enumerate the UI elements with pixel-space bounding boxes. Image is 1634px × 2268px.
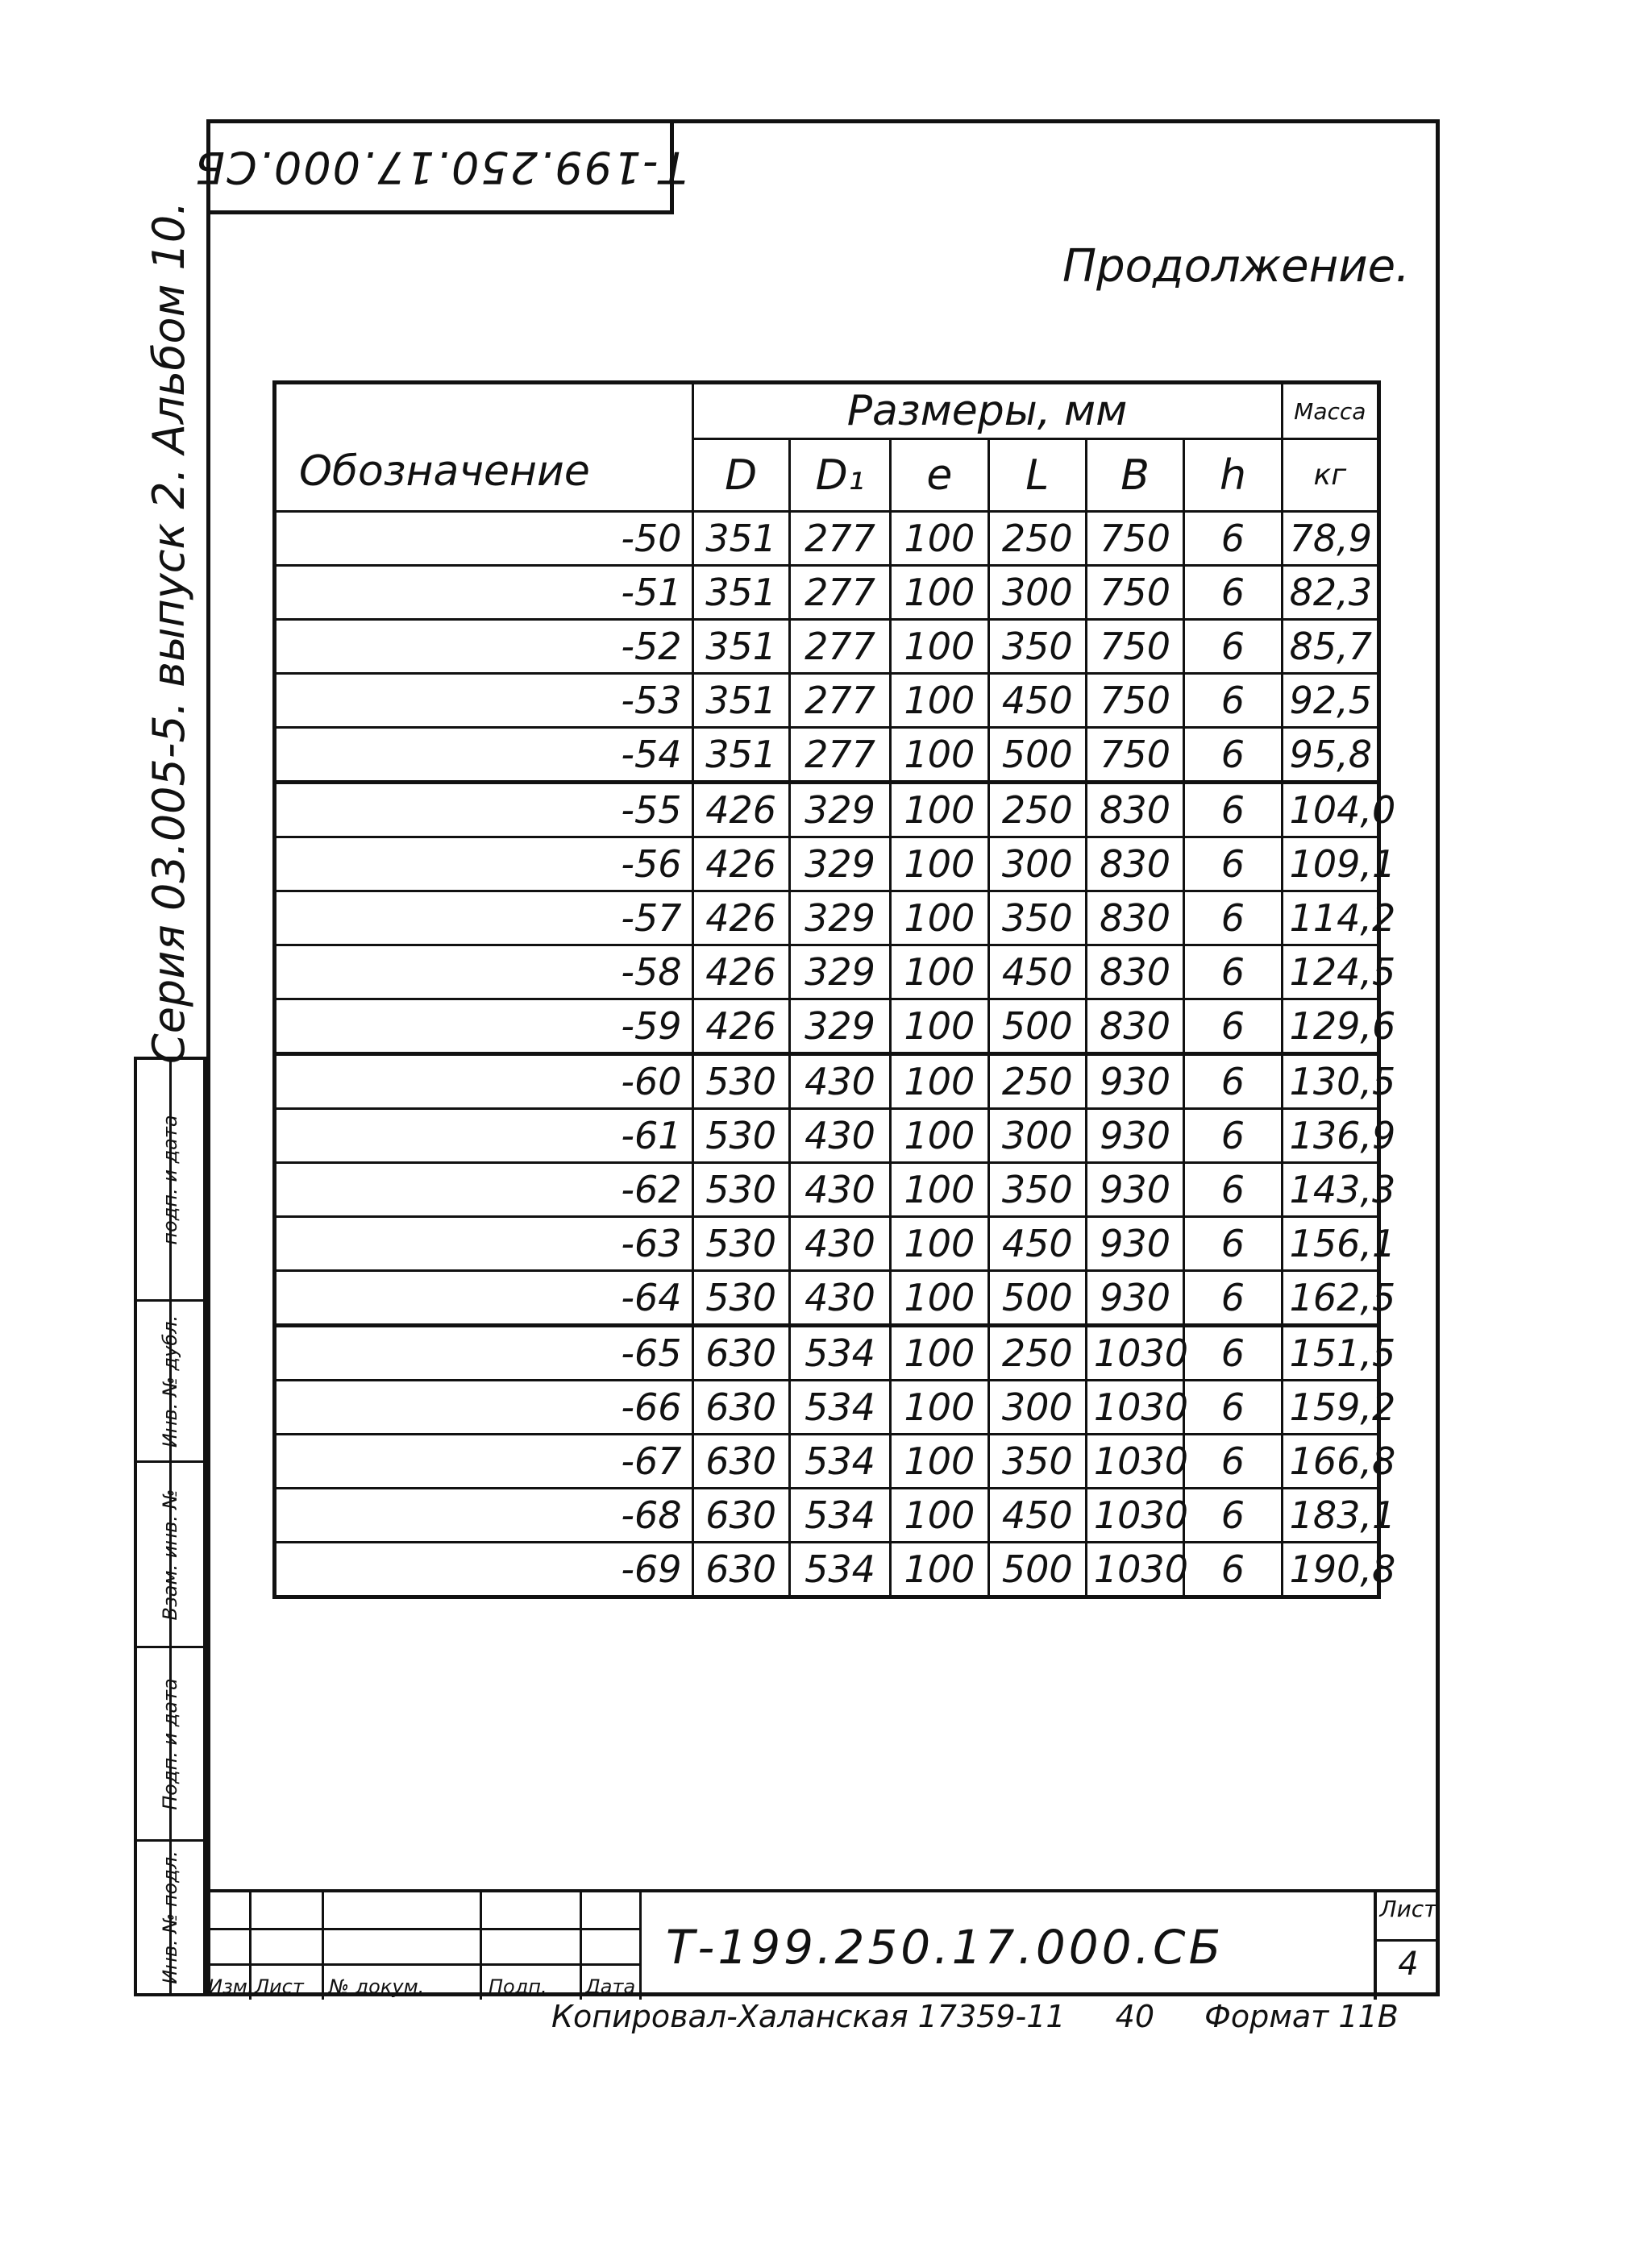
col-header-D1: D₁ xyxy=(789,439,890,512)
cell-L: 300 xyxy=(988,1109,1086,1163)
cell-L: 500 xyxy=(988,728,1086,783)
cell-m: 190,8 xyxy=(1282,1543,1378,1597)
cell-h: 6 xyxy=(1184,1435,1282,1489)
cell-L: 350 xyxy=(988,891,1086,945)
cell-L: 250 xyxy=(988,512,1086,566)
cell-B: 930 xyxy=(1086,1271,1183,1326)
top-stamp-code: Т-199.250.17.000.СБ xyxy=(193,141,687,193)
table-row xyxy=(275,783,1379,837)
table-row xyxy=(275,837,1379,891)
cell-h: 6 xyxy=(1184,1271,1282,1326)
cell-m: 109,1 xyxy=(1282,837,1378,891)
cell-m: 151,5 xyxy=(1282,1326,1378,1381)
table-row xyxy=(275,674,1379,728)
cell-D: 630 xyxy=(692,1543,789,1597)
cell-h: 6 xyxy=(1184,1054,1282,1109)
cell-D1: 534 xyxy=(789,1381,890,1435)
cell-D: 426 xyxy=(692,945,789,999)
mass-header: Масса xyxy=(1282,383,1378,439)
cell-e: 100 xyxy=(891,1435,988,1489)
cell-L: 250 xyxy=(988,783,1086,837)
cell-B: 750 xyxy=(1086,566,1183,620)
table-row xyxy=(275,1543,1379,1597)
cell-m: 166,8 xyxy=(1282,1435,1378,1489)
table-row xyxy=(275,1326,1379,1381)
table-row xyxy=(275,1163,1379,1217)
side-strip xyxy=(134,1057,206,1996)
cell-e: 100 xyxy=(891,1109,988,1163)
cell-h: 6 xyxy=(1184,1217,1282,1271)
cell-B: 1030 xyxy=(1086,1435,1183,1489)
cell-e: 100 xyxy=(891,891,988,945)
cell-B: 750 xyxy=(1086,512,1183,566)
cell-designation: -58 xyxy=(275,945,693,999)
cell-m: 143,3 xyxy=(1282,1163,1378,1217)
cell-D1: 430 xyxy=(789,1271,890,1326)
tb-label-sheet: Лист xyxy=(255,1975,304,1998)
table-row xyxy=(275,728,1379,783)
table-row xyxy=(275,620,1379,674)
cell-h: 6 xyxy=(1184,945,1282,999)
cell-e: 100 xyxy=(891,783,988,837)
cell-D: 351 xyxy=(692,566,789,620)
cell-B: 930 xyxy=(1086,1109,1183,1163)
cell-D1: 430 xyxy=(789,1163,890,1217)
side-cell: Подп. и дата xyxy=(137,1648,203,1842)
cell-m: 92,5 xyxy=(1282,674,1378,728)
cell-D1: 277 xyxy=(789,674,890,728)
cell-L: 350 xyxy=(988,620,1086,674)
cell-m: 129,6 xyxy=(1282,999,1378,1054)
cell-designation: -54 xyxy=(275,728,693,783)
cell-e: 100 xyxy=(891,837,988,891)
cell-D1: 329 xyxy=(789,999,890,1054)
cell-m: 82,3 xyxy=(1282,566,1378,620)
cell-B: 750 xyxy=(1086,728,1183,783)
cell-m: 183,1 xyxy=(1282,1489,1378,1543)
cell-designation: -69 xyxy=(275,1543,693,1597)
document-code: Т-199.250.17.000.СБ xyxy=(666,1920,1224,1975)
top-stamp xyxy=(193,119,687,214)
cell-B: 830 xyxy=(1086,837,1183,891)
cell-D: 630 xyxy=(692,1435,789,1489)
sheet-box xyxy=(1374,1892,1440,2000)
cell-e: 100 xyxy=(891,566,988,620)
cell-e: 100 xyxy=(891,1217,988,1271)
cell-B: 750 xyxy=(1086,674,1183,728)
cell-D: 426 xyxy=(692,999,789,1054)
cell-h: 6 xyxy=(1184,1489,1282,1543)
cell-L: 500 xyxy=(988,1543,1086,1597)
cell-B: 1030 xyxy=(1086,1489,1183,1543)
cell-h: 6 xyxy=(1184,891,1282,945)
cell-h: 6 xyxy=(1184,1163,1282,1217)
cell-designation: -66 xyxy=(275,1381,693,1435)
cell-B: 930 xyxy=(1086,1217,1183,1271)
cell-L: 450 xyxy=(988,674,1086,728)
table-row xyxy=(275,512,1379,566)
cell-e: 100 xyxy=(891,1326,988,1381)
cell-D: 530 xyxy=(692,1271,789,1326)
series-label: Серия 03.005-5. выпуск 2. Альбом 10. xyxy=(143,201,194,1064)
table-row xyxy=(275,1217,1379,1271)
cell-designation: -61 xyxy=(275,1109,693,1163)
cell-e: 100 xyxy=(891,945,988,999)
col-header-e: e xyxy=(891,439,988,512)
designation-header: Обозначение xyxy=(275,383,693,512)
cell-designation: -63 xyxy=(275,1217,693,1271)
continuation-label: Продолжение. xyxy=(1062,240,1410,293)
cell-L: 350 xyxy=(988,1435,1086,1489)
copied-by: Копировал-Халанская 17359-11 xyxy=(551,1999,1066,2034)
cell-designation: -68 xyxy=(275,1489,693,1543)
table-row xyxy=(275,891,1379,945)
cell-D: 426 xyxy=(692,891,789,945)
cell-L: 350 xyxy=(988,1163,1086,1217)
title-block-grid xyxy=(206,1892,642,2000)
cell-L: 500 xyxy=(988,1271,1086,1326)
cell-e: 100 xyxy=(891,1271,988,1326)
cell-h: 6 xyxy=(1184,620,1282,674)
tb-label-date: Дата xyxy=(585,1975,636,1998)
cell-D1: 430 xyxy=(789,1054,890,1109)
cell-e: 100 xyxy=(891,512,988,566)
cell-B: 830 xyxy=(1086,999,1183,1054)
cell-B: 830 xyxy=(1086,945,1183,999)
cell-D1: 277 xyxy=(789,512,890,566)
cell-D1: 430 xyxy=(789,1217,890,1271)
cell-D1: 277 xyxy=(789,620,890,674)
cell-D: 426 xyxy=(692,837,789,891)
cell-D: 530 xyxy=(692,1217,789,1271)
cell-L: 450 xyxy=(988,945,1086,999)
cell-designation: -50 xyxy=(275,512,693,566)
table-row xyxy=(275,1054,1379,1109)
table-row xyxy=(275,1435,1379,1489)
cell-B: 830 xyxy=(1086,783,1183,837)
cell-m: 95,8 xyxy=(1282,728,1378,783)
table-row xyxy=(275,1109,1379,1163)
cell-L: 500 xyxy=(988,999,1086,1054)
col-header-D: D xyxy=(692,439,789,512)
cell-m: 85,7 xyxy=(1282,620,1378,674)
cell-L: 250 xyxy=(988,1054,1086,1109)
cell-m: 78,9 xyxy=(1282,512,1378,566)
cell-designation: -53 xyxy=(275,674,693,728)
cell-D: 630 xyxy=(692,1381,789,1435)
cell-h: 6 xyxy=(1184,566,1282,620)
tb-label-change: Изм. xyxy=(208,1975,254,1998)
cell-designation: -60 xyxy=(275,1054,693,1109)
cell-D: 530 xyxy=(692,1054,789,1109)
cell-D1: 534 xyxy=(789,1489,890,1543)
cell-B: 930 xyxy=(1086,1054,1183,1109)
title-block xyxy=(206,1889,1440,2000)
cell-e: 100 xyxy=(891,999,988,1054)
cell-D: 351 xyxy=(692,674,789,728)
cell-D1: 329 xyxy=(789,891,890,945)
cell-h: 6 xyxy=(1184,837,1282,891)
cell-m: 124,5 xyxy=(1282,945,1378,999)
cell-B: 750 xyxy=(1086,620,1183,674)
col-header-B: B xyxy=(1086,439,1183,512)
footer-line xyxy=(551,1999,1439,2034)
cell-B: 1030 xyxy=(1086,1381,1183,1435)
cell-D: 530 xyxy=(692,1163,789,1217)
cell-designation: -59 xyxy=(275,999,693,1054)
side-cell: Инв. № подл. xyxy=(137,1842,203,1993)
cell-D1: 277 xyxy=(789,728,890,783)
cell-m: 156,1 xyxy=(1282,1217,1378,1271)
cell-m: 130,5 xyxy=(1282,1054,1378,1109)
page-number: 40 xyxy=(1115,1999,1155,2034)
cell-D: 630 xyxy=(692,1489,789,1543)
cell-h: 6 xyxy=(1184,674,1282,728)
tb-label-docnum: № докум. xyxy=(329,1975,425,1998)
mass-unit-header: кг xyxy=(1282,439,1378,512)
cell-e: 100 xyxy=(891,1489,988,1543)
cell-designation: -51 xyxy=(275,566,693,620)
format-label: Формат 11В xyxy=(1204,1999,1399,2034)
cell-e: 100 xyxy=(891,1054,988,1109)
dimensions-table xyxy=(272,380,1396,1599)
table-row xyxy=(275,945,1379,999)
side-cell: Взам. инв. № xyxy=(137,1463,203,1648)
cell-D1: 534 xyxy=(789,1543,890,1597)
cell-e: 100 xyxy=(891,620,988,674)
cell-h: 6 xyxy=(1184,783,1282,837)
cell-B: 1030 xyxy=(1086,1543,1183,1597)
sizes-group-header: Размеры, мм xyxy=(692,383,1282,439)
col-header-h: h xyxy=(1184,439,1282,512)
table-row xyxy=(275,999,1379,1054)
cell-D: 351 xyxy=(692,512,789,566)
sheet-label: Лист xyxy=(1377,1896,1440,1942)
cell-D1: 534 xyxy=(789,1326,890,1381)
cell-h: 6 xyxy=(1184,512,1282,566)
side-cell: подп. и дата xyxy=(137,1060,203,1302)
cell-D: 351 xyxy=(692,728,789,783)
cell-B: 1030 xyxy=(1086,1326,1183,1381)
cell-designation: -67 xyxy=(275,1435,693,1489)
cell-designation: -52 xyxy=(275,620,693,674)
table-row xyxy=(275,1489,1379,1543)
cell-designation: -55 xyxy=(275,783,693,837)
cell-D1: 329 xyxy=(789,783,890,837)
cell-h: 6 xyxy=(1184,1326,1282,1381)
cell-D1: 329 xyxy=(789,837,890,891)
cell-L: 450 xyxy=(988,1217,1086,1271)
cell-h: 6 xyxy=(1184,1381,1282,1435)
cell-B: 830 xyxy=(1086,891,1183,945)
cell-D1: 277 xyxy=(789,566,890,620)
cell-D: 426 xyxy=(692,783,789,837)
cell-L: 450 xyxy=(988,1489,1086,1543)
cell-L: 300 xyxy=(988,837,1086,891)
table-row xyxy=(275,1271,1379,1326)
cell-L: 250 xyxy=(988,1326,1086,1381)
cell-e: 100 xyxy=(891,1381,988,1435)
table-row xyxy=(275,566,1379,620)
cell-D1: 534 xyxy=(789,1435,890,1489)
side-cell: Инв. № дубл. xyxy=(137,1302,203,1463)
cell-h: 6 xyxy=(1184,728,1282,783)
cell-B: 930 xyxy=(1086,1163,1183,1217)
cell-D: 630 xyxy=(692,1326,789,1381)
cell-e: 100 xyxy=(891,728,988,783)
cell-h: 6 xyxy=(1184,1109,1282,1163)
col-header-L: L xyxy=(988,439,1086,512)
cell-designation: -56 xyxy=(275,837,693,891)
table-row xyxy=(275,1381,1379,1435)
cell-h: 6 xyxy=(1184,999,1282,1054)
cell-L: 300 xyxy=(988,1381,1086,1435)
cell-m: 136,9 xyxy=(1282,1109,1378,1163)
cell-designation: -65 xyxy=(275,1326,693,1381)
cell-designation: -57 xyxy=(275,891,693,945)
cell-e: 100 xyxy=(891,1543,988,1597)
cell-D: 351 xyxy=(692,620,789,674)
cell-m: 162,5 xyxy=(1282,1271,1378,1326)
cell-e: 100 xyxy=(891,1163,988,1217)
cell-m: 159,2 xyxy=(1282,1381,1378,1435)
tb-label-sign: Подп. xyxy=(489,1975,547,1998)
cell-L: 300 xyxy=(988,566,1086,620)
cell-h: 6 xyxy=(1184,1543,1282,1597)
cell-designation: -64 xyxy=(275,1271,693,1326)
cell-D: 530 xyxy=(692,1109,789,1163)
cell-m: 104,0 xyxy=(1282,783,1378,837)
cell-e: 100 xyxy=(891,674,988,728)
cell-m: 114,2 xyxy=(1282,891,1378,945)
sheet-number: 4 xyxy=(1398,1946,1419,1983)
cell-designation: -62 xyxy=(275,1163,693,1217)
cell-D1: 329 xyxy=(789,945,890,999)
cell-D1: 430 xyxy=(789,1109,890,1163)
